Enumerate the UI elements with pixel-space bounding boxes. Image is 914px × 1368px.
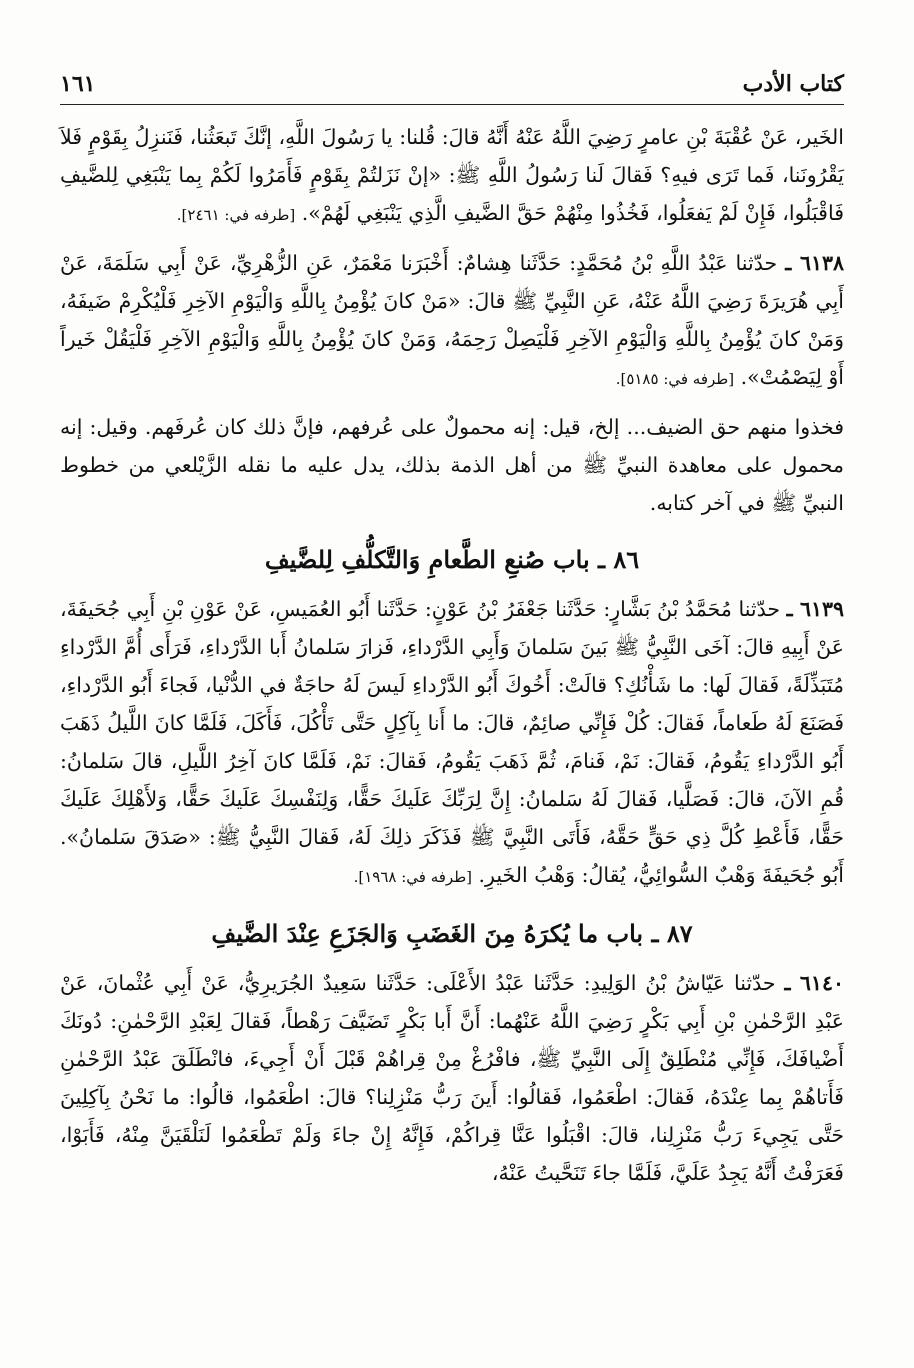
book-title: كتاب الأدب: [742, 71, 844, 97]
hadith-number: ٦١٣٩ ـ: [786, 597, 844, 621]
hadith-6140: [60, 964, 844, 1192]
hadith-text: حدّثنا مُحَمَّدُ بْنُ بَشَّارٍ: حَدَّثَنا جَعْفَرُ بْنُ عَوْنٍ: حَدَّثَنا أَبُو العُمَيسِ، عَنْ عَوْنِ بْنِ أَبِي جُحَيفَةَ، عَنْ أَبِيهِ قالَ: آخَى النَّبِيُّ ﷺ بَينَ سَلمانَ وَأَبِي الدَّرْداءِ، فَزارَ سَلمانُ أَبا الدَّرْداءِ، فَرَأَى أُمَّ الدَّرْداءِ مُتَبَذِّلَةً، فَقالَ لَها: ما شَأْنُكِ؟ قالَتْ: أَخُوكَ أَبُو الدَّرْداءِ لَيسَ لَهُ حاجَةٌ في الدُّنْيا، فَجاءَ أَبُو الدَّرْداءِ، فَصَنَعَ لَهُ طَعاماً، فَقالَ: كُلْ فَإِنِّي صائِمٌ، قالَ: ما أَنا بِآكِلٍ حَتَّى تَأْكُلَ، فَأَكَلَ، فَلَمَّا كانَ اللَّيلُ ذَهَبَ أَبُو الدَّرْداءِ يَقُومُ، فَقالَ: نَمْ، فَنامَ، ثُمَّ ذَهَبَ يَقُومُ، فَقالَ: نَمْ، فَلَمَّا كانَ آخِرُ اللَّيلِ، قالَ سَلمانُ: قُمِ الآنَ، قالَ: فَصَلَّيا، فَقالَ لَهُ سَلمانُ: إِنَّ لِرَبِّكَ عَلَيكَ حَقًّا، وَلِنَفْسِكَ عَلَيكَ حَقًّا، وَلأَهْلِكَ عَلَيكَ حَقًّا، فَأَعْطِ كُلَّ ذِي حَقٍّ حَقَّهُ، فَأَتَى النَّبِيَّ ﷺ فَذَكَرَ ذلِكَ لَهُ، فَقالَ النَّبِيُّ ﷺ: «صَدَقَ سَلمانُ». أَبُو جُحَيفَةَ وَهْبٌ السُّوائِيُّ، يُقالُ: وَهْبُ الخَيرِ.: [60, 597, 844, 887]
page-header: [60, 64, 844, 105]
page-body: [60, 118, 844, 1202]
hadith-continuation: [60, 118, 844, 234]
hadith-text: حدّثنا عَبْدُ اللَّهِ بْنُ مُحَمَّدٍ: حَدَّثَنا هِشامٌ: أَخْبَرَنا مَعْمَرٌ، عَنِ الزُّهْرِيِّ، عَنْ أَبِي سَلَمَةَ، عَنْ أَبِي هُرَيرَةَ رَضِيَ اللَّهُ عَنْهُ، عَنِ النَّبِيِّ ﷺ قالَ: «مَنْ كانَ يُؤْمِنُ بِاللَّهِ وَالْيَوْمِ الآخِرِ فَلْيُكْرِمْ ضَيفَهُ، وَمَنْ كانَ يُؤْمِنُ بِاللَّهِ وَالْيَوْمِ الآخِرِ فَلْيَصِلْ رَحِمَهُ، وَمَنْ كانَ يُؤْمِنُ بِاللَّهِ وَالْيَوْمِ الآخِرِ فَلْيَقُلْ خَيراً أَوْ لِيَصْمُتْ».: [60, 251, 844, 389]
hadith-6138: [60, 244, 844, 398]
commentary: [60, 408, 844, 522]
cross-reference: [طرفه في: ١٩٦٨].: [353, 868, 472, 886]
commentary-text: فخذوا منهم حق الضيف... إلخ، قيل: إنه محمولٌ على عُرفهم، فإنَّ ذلك كان عُرفَهم. وقيل: إنه محمول على معاهدة النبيِّ ﷺ من أهل الذمة بذلك، يدل عليه ما نقله الزَّيْلعي من خطوط النبيِّ ﷺ في آخر كتابه.: [60, 415, 844, 515]
hadith-number: ٦١٤٠ ـ: [784, 971, 844, 995]
cross-reference: [طرفه في: ٢٤٦١].: [176, 206, 296, 224]
hadith-number: ٦١٣٨ ـ: [785, 251, 844, 275]
hadith-text: الخَير، عَنْ عُقْبَةَ بْنِ عامرٍ رَضِيَ اللَّهُ عَنْهُ أَنَّهُ قالَ: قُلنا: يا رَسُولَ اللَّهِ، إنَّكَ تَبعَثُنا، فَنَنزِلُ بِقَوْمٍ فَلاَ يَقْرُونَنا، فَما تَرَى فيهِ؟ فَقالَ لَنا رَسُولُ اللَّهِ ﷺ: «إنْ نَزَلتُمْ بِقَوْمٍ فَأَمَرُوا لَكُمْ بِما يَنْبَغِي لِلضَّيفِ فَاقْبَلُوا، فَإِنْ لَمْ يَفعَلُوا، فَخُذُوا مِنْهُمْ حَقَّ الضَّيفِ الَّذِي يَنْبَغِي لَهُمْ».: [60, 125, 844, 225]
page-number: ١٦١: [60, 71, 96, 97]
chapter-heading-86: ٨٦ ـ باب صُنعِ الطَّعامِ وَالتَّكلُّفِ لِلضَّيفِ: [264, 545, 640, 574]
hadith-text: حدّثنا عَيّاشُ بْنُ الوَلِيدِ: حَدَّثَنا عَبْدُ الأَعْلَى: حَدَّثَنا سَعِيدٌ الجُرَيرِيُّ، عَنْ أَبِي عُثْمانَ، عَنْ عَبْدِ الرَّحْمٰنِ بْنِ أَبِي بَكْرٍ رَضِيَ اللَّهُ عَنْهُما: أَنَّ أَبا بَكْرٍ تَضَيَّفَ رَهْطاً، فَقالَ لِعَبْدِ الرَّحْمٰنِ: دُونَكَ أَضْيافَكَ، فَإِنِّي مُنْطَلِقٌ إِلَى النَّبِيِّ ﷺ، فافْرُغْ مِنْ قِراهُمْ قَبْلَ أَنْ أَجِيءَ، فانْطَلَقَ عَبْدُ الرَّحْمٰنِ فَأَتاهُمْ بِما عِنْدَهُ، فَقالَ: اطْعَمُوا، فَقالُوا: أَينَ رَبُّ مَنْزِلِنا؟ قالَ: اطْعَمُوا، قالُوا: ما نَحْنُ بِآكِلِينَ حَتَّى يَجِيءَ رَبُّ مَنْزِلِنا، قالَ: اقْبَلُوا عَنَّا قِراكُمْ، فَإِنَّهُ إِنْ جاءَ وَلَمْ تَطْعَمُوا لَنَلْقَيَنَّ مِنْهُ، فَأَبَوْا، فَعَرَفْتُ أَنَّهُ يَجِدُ عَلَيَّ، فَلَمَّا جاءَ تَنَحَّيتُ عَنْهُ،: [60, 971, 844, 1185]
cross-reference: [طرفه في: ٥١٨٥].: [615, 370, 735, 388]
chapter-heading-87: ٨٧ ـ باب ما يُكرَهُ مِنَ الغَضَبِ وَالجَزَعِ عِنْدَ الضَّيفِ: [211, 919, 693, 948]
hadith-6139: [60, 590, 844, 896]
